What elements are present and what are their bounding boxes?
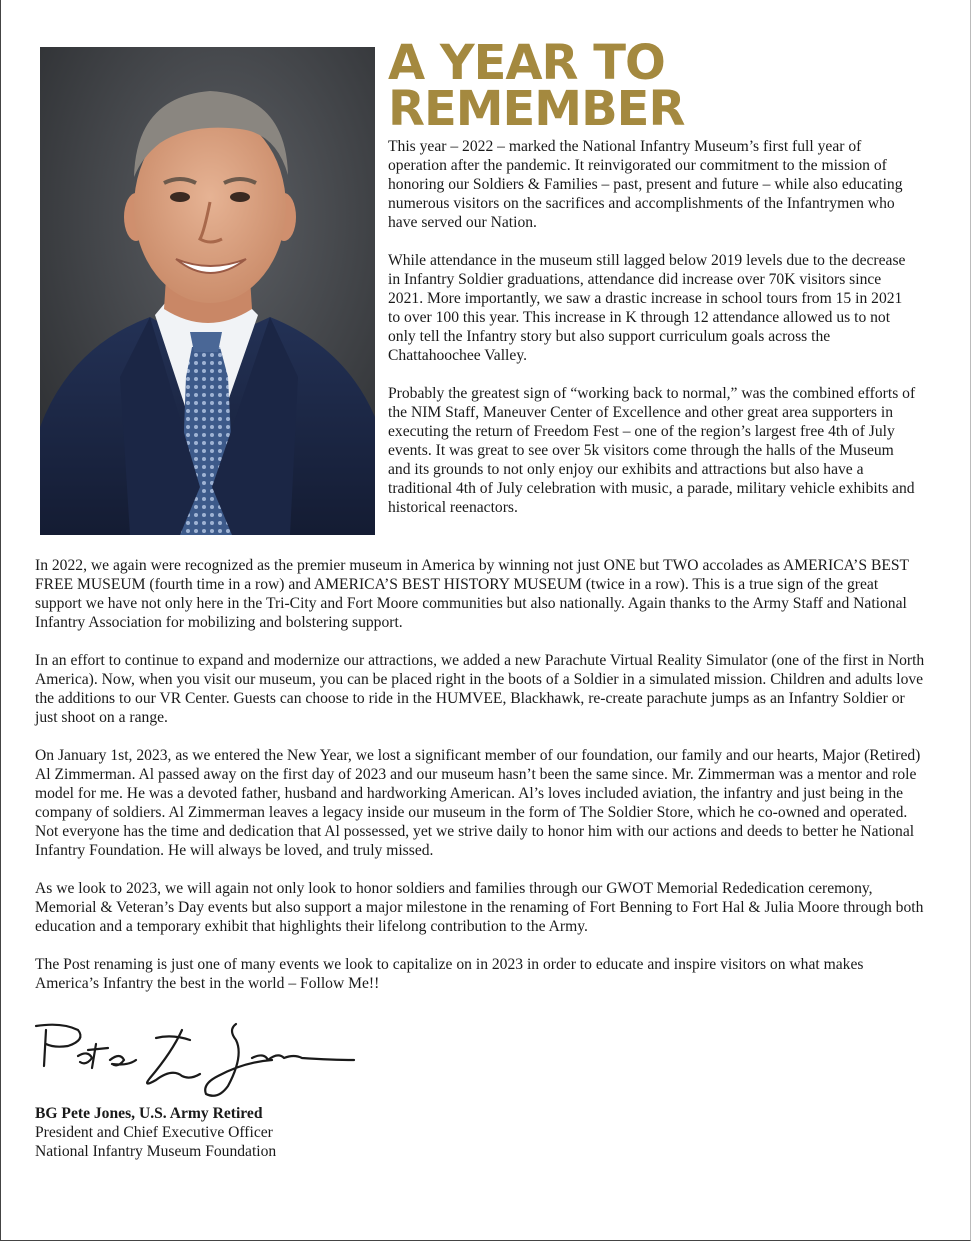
signature-block — [35, 1104, 435, 1161]
paragraph: The Post renaming is just one of many events we look to capitalize on in 2023 in order to educate and inspire visitors on what makes America’s Infantry the best in the world – Follow Me!! — [35, 956, 864, 992]
body-column — [35, 556, 925, 1012]
paragraph: Probably the greatest sign of “working back to normal,” was the combined efforts of the NIM Staff, Maneuver Center of Excellence and other great area supporters in executing the return of Freedom Fest – one of the region’s largest free 4th of July events. It was great to see over 5k visitors come through the halls of the Museum and its grounds to not only enjoy our exhibits and attractions but also have a traditional 4th of July celebration with music, a parade, military vehicle exhibits and historical reenactors. — [388, 385, 916, 516]
paragraph: As we look to 2023, we will again not only look to honor soldiers and families through our GWOT Memorial Rededication ceremony, Memorial & Veteran’s Day events but also support a major milestone in the renaming of Fort Benning to Fort Hal & Julia Moore through both education and a temporary exhibit that highlights their lifelong contribution to the Army. — [35, 880, 924, 935]
intro-column — [388, 137, 918, 536]
title-line-1: A YEAR TO — [388, 35, 665, 91]
paragraph: In an effort to continue to expand and modernize our attractions, we added a new Parachute Virtual Reality Simulator (one of the first in North America). Now, when you visit our museum, you can be placed right in the boots of a Soldier in a simulated mission. Children and adults love the additions to our VR Center. Guests can choose to ride in the HUMVEE, Blackhawk, re-create parachute jumps as an Infantry Soldier or just shoot on a range. — [35, 652, 925, 726]
paragraph: While attendance in the museum still lagged below 2019 levels due to the decrease in Infantry Soldier graduations, attendance did increase over 70K visitors since 2021. More importantly, we saw a drastic increase in school tours from 15 in 2021 to over 100 this year. This increase in K through 12 attendance allowed us to not only tell the Infantry story but also support curriculum goals across the Chattahoochee Valley. — [388, 252, 906, 364]
signer-organization: National Infantry Museum Foundation — [35, 1143, 277, 1160]
title-line-2: REMEMBER — [388, 81, 685, 137]
portrait-photo — [40, 47, 375, 535]
paragraph: This year – 2022 – marked the National Infantry Museum’s first full year of operation after the pandemic. It reinvigorated our commitment to the mission of honoring our Soldiers & Families – past, present and future – while also educating numerous visitors on the sacrifices and accomplishments of the Infantrymen who have served our Nation. — [388, 138, 903, 231]
handwritten-signature — [32, 1016, 362, 1106]
paragraph: In 2022, we again were recognized as the premier museum in America by winning not just ONE but TWO accolades as AMERICA’S BEST FREE MUSEUM (fourth time in a row) and AMERICA’S BEST HISTORY MUSEUM (twice in a row). This is a true sign of the great support we have not only here in the Tri-City and Fort Moore communities but also nationally. Again thanks to the Army Staff and National Infantry Association for mobilizing and bolstering support. — [35, 557, 909, 631]
signer-name: BG Pete Jones, U.S. Army Retired — [35, 1105, 263, 1122]
page-title — [388, 35, 948, 137]
signer-title: President and Chief Executive Officer — [35, 1124, 273, 1141]
paragraph: On January 1st, 2023, as we entered the New Year, we lost a significant member of our foundation, our family and our hearts, Major (Retired) Al Zimmerman. Al passed away on the first day of 2023 and our museum hasn’t been the same since. Mr. Zimmerman was a mentor and role model for me. He was a devoted father, husband and hardworking American. Al’s loves included aviation, the infantry and just being in the company of soldiers. Al Zimmerman leaves a legacy inside our museum in the form of The Soldier Store, which he co-owned and operated. Not everyone has the time and dedication that Al possessed, yet we strive daily to honor him with our actions and deeds to better he National Infantry Foundation. He will always be loved, and truly missed. — [35, 747, 921, 859]
